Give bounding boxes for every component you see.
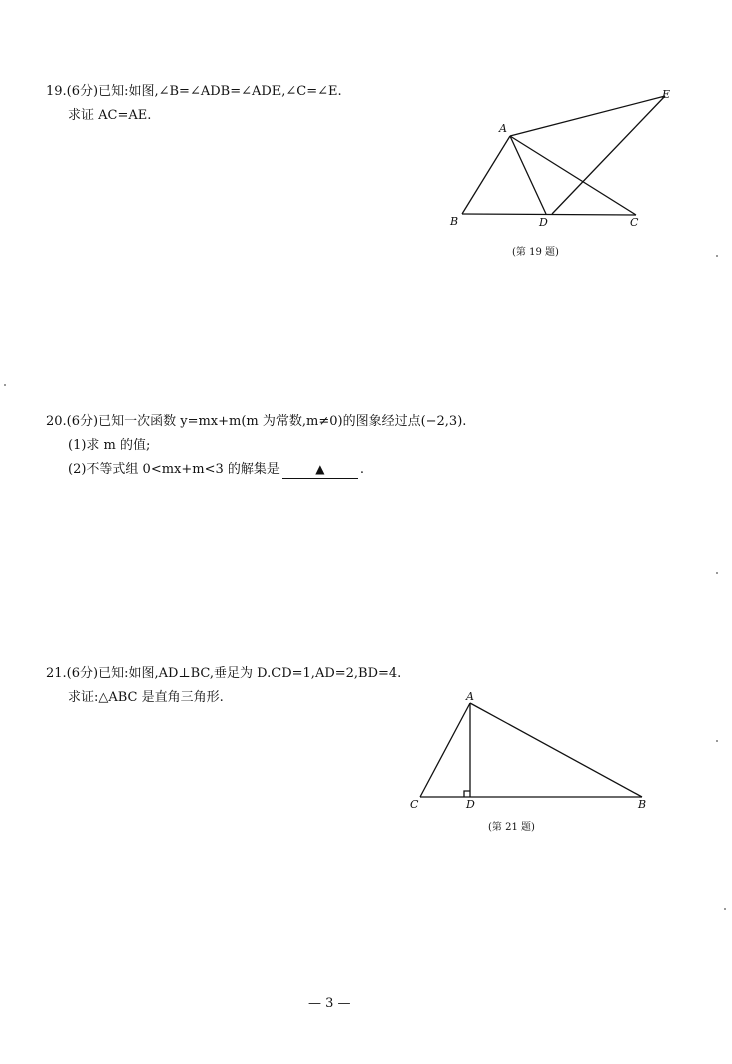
- figure-21-caption: (第 21 题): [488, 822, 535, 833]
- fig21-right-angle-mark: [464, 791, 470, 797]
- scan-speck: [4, 384, 6, 386]
- scan-speck: [716, 740, 718, 742]
- question-21-prove: 求证:△ABC 是直角三角形.: [68, 690, 224, 705]
- question-20-part2: [46, 458, 466, 482]
- question-19: [46, 80, 342, 128]
- fig19-segment-bc: [462, 214, 636, 215]
- fig21-segment-ab: [470, 703, 642, 797]
- fig19-segment-ae: [510, 96, 665, 136]
- question-20-part2-text: (2)不等式组 0<mx+m<3 的解集是: [68, 462, 280, 477]
- question-20-stem: 20.(6分)已知一次函数 y=mx+m(m 为常数,m≠0)的图象经过点(−2,3).: [46, 414, 467, 429]
- fig21-label-b: B: [638, 798, 647, 811]
- question-20: [46, 410, 466, 482]
- figure-21: [400, 688, 660, 818]
- fig19-segment-de: [552, 96, 665, 214]
- fig21-label-c: C: [410, 798, 419, 811]
- fig21-label-d: D: [466, 798, 475, 811]
- fig19-label-e: E: [662, 88, 671, 101]
- page-number: — 3 —: [308, 996, 351, 1011]
- figure-19-caption: (第 19 题): [512, 247, 559, 258]
- answer-blank[interactable]: [282, 461, 358, 479]
- question-19-stem: 19.(6分)已知:如图,∠B=∠ADB=∠ADE,∠C=∠E.: [46, 84, 342, 99]
- triangle-marker-icon: ▲: [315, 462, 325, 476]
- fig21-label-a: A: [466, 690, 474, 703]
- question-20-part1: (1)求 m 的值;: [68, 438, 151, 453]
- question-19-prove: 求证 AC=AE.: [68, 108, 152, 123]
- scan-speck: [716, 572, 718, 574]
- scan-speck: [724, 908, 726, 910]
- fig19-label-b: B: [450, 215, 459, 228]
- fig21-segment-ac: [420, 703, 470, 797]
- question-21-stem: 21.(6分)已知:如图,AD⊥BC,垂足为 D.CD=1,AD=2,BD=4.: [46, 666, 402, 681]
- fig19-label-d: D: [539, 216, 548, 229]
- fig19-segment-ab: [462, 136, 510, 214]
- question-20-part2-end: .: [359, 462, 365, 477]
- fig19-label-c: C: [630, 216, 639, 229]
- scan-speck: [716, 255, 718, 257]
- fig19-label-a: A: [499, 122, 507, 135]
- question-21: [46, 662, 401, 710]
- figure-19: [440, 84, 680, 234]
